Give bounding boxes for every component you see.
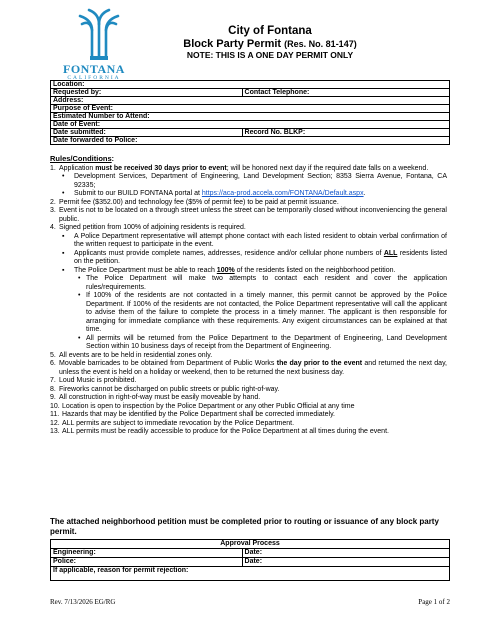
approval-title: Approval Process: [51, 540, 450, 549]
rule-4-sub-2: • If 100% of the residents are not contacted in a timely manner, this permit cannot be approved by the Police Department. If 100% of the residents are not contacted, the Police Department representative will call the applicant to advise them of the failure to complete the process in a timely manner. The applicant is then responsible for arranging for immediate compliance with these requirements. Any exigent circumstances can be explained at that time.: [78, 292, 447, 333]
approval-table: [50, 539, 450, 581]
engineering-field[interactable]: Engineering:: [51, 549, 243, 558]
application-form-table: [50, 80, 450, 145]
rule-12: 12. ALL permits are subject to immediate revocation by the Police Department.: [50, 419, 295, 427]
revision-footer: Rev. 7/13/2026 EG/RG: [50, 598, 116, 606]
date-of-event-field[interactable]: Date of Event:: [51, 121, 450, 129]
engineering-date-field[interactable]: Date:: [242, 549, 449, 558]
purpose-field[interactable]: Purpose of Event:: [51, 105, 450, 113]
rule-3: 3. Event is not to be located on a through street unless the street can be temporarily closed without inconveniencing the general public.: [50, 207, 447, 223]
logo-wordmark: FONTANA: [63, 62, 125, 76]
record-number-field[interactable]: Record No. BLKP:: [242, 129, 449, 137]
estimated-attendance-field[interactable]: Estimated Number to Attend:: [51, 113, 450, 121]
date-submitted-field[interactable]: Date submitted:: [51, 129, 243, 137]
rule-4-square-1: ▪ A Police Department representative will attempt phone contact with each listed resident to obtain verbal confirmation of the written request to participate in the event.: [62, 232, 447, 248]
resolution-number: (Res. No. 81-147): [284, 39, 357, 49]
rule-2: 2. Permit fee ($352.00) and technology fee ($5% of permit fee) to be paid at permit issuance.: [50, 198, 339, 206]
rule-4-sub-1: • The Police Department will make two attempts to contact each resident and cover the application rules/requirements.: [78, 275, 447, 291]
rule-4-sub-3: • All permits will be returned from the Police Department to the Department of Engineering, Land Development Section within 10 business days of receipt from the Department of Engineering.: [78, 334, 447, 350]
build-fontana-portal-link[interactable]: https://aca-prod.accela.com/FONTANA/Default.aspx: [201, 190, 364, 197]
rejection-reason-field[interactable]: If applicable, reason for permit rejection:: [51, 567, 450, 581]
rule-1-bullet-2: • Submit to our BUILD FONTANA portal at https://aca-prod.accela.com/FONTANA/Default.aspx.: [62, 190, 366, 197]
city-title: City of Fontana: [228, 25, 312, 37]
rule-10: 10. Location is open to inspection by the Police Department or any other Public Official at any time: [50, 402, 355, 410]
police-field[interactable]: Police:: [51, 558, 243, 567]
page-number: Page 1 of 2: [418, 598, 450, 606]
rule-4: 4. Signed petition from 100% of adjoining residents is required.: [50, 224, 246, 231]
contact-telephone-field[interactable]: Contact Telephone:: [242, 89, 449, 97]
one-day-note: NOTE: THIS IS A ONE DAY PERMIT ONLY: [186, 50, 354, 60]
rules-section: [50, 155, 447, 437]
rule-4-square-2: ▪ Applicants must provide complete names, addresses, residence and/or cellular phone numbers of ALL residents listed on the petition.: [62, 249, 447, 265]
rule-13: 13. ALL permits must be readily accessible to produce for the Police Department at all times during the event.: [50, 428, 389, 435]
date-forwarded-field[interactable]: Date forwarded to Police:: [51, 137, 450, 145]
location-field[interactable]: Location:: [51, 81, 450, 89]
rule-1: 1. Application must be received 30 days prior to event; will be honored next day if the required date falls on a weekend.: [50, 164, 429, 172]
rule-5: 5. All events are to be held in residential zones only.: [50, 351, 213, 359]
petition-notice: The attached neighborhood petition must be completed prior to routing or issuance of any block party permit.: [50, 517, 439, 536]
logo-subtitle: CALIFORNIA: [67, 75, 121, 81]
police-date-field[interactable]: Date:: [242, 558, 449, 567]
rules-heading: Rules/Conditions:: [50, 154, 115, 163]
permit-title: Block Party Permit (Res. No. 81-147): [183, 38, 357, 50]
address-field[interactable]: Address:: [51, 97, 450, 105]
rule-6: 6. Movable barricades to be obtained from Department of Public Works the day prior to the event and returned the next day, unless the event is held on a holiday or weekend, then to be returned the next business day.: [50, 360, 447, 376]
rule-1-bullet-1: • Development Services, Department of Engineering, Land Development Section; 8353 Sierra Avenue, Fontana, CA 92335;: [62, 173, 447, 189]
page-title: [150, 25, 390, 61]
rule-4-square-3: ▪ The Police Department must be able to reach 100% of the residents listed on the neighborhood petition.: [62, 266, 396, 274]
rule-11: 11. Hazards that may be identified by the Police Department shall be corrected immediately.: [50, 411, 336, 418]
requested-by-field[interactable]: Requested by:: [51, 89, 243, 97]
rule-9: 9. All construction in right-of-way must be easily moveable by hand.: [50, 394, 261, 401]
rule-8: 8. Fireworks cannot be discharged on public streets or public right-of-way.: [50, 385, 280, 393]
rule-7: 7. Loud Music is prohibited.: [50, 377, 137, 384]
